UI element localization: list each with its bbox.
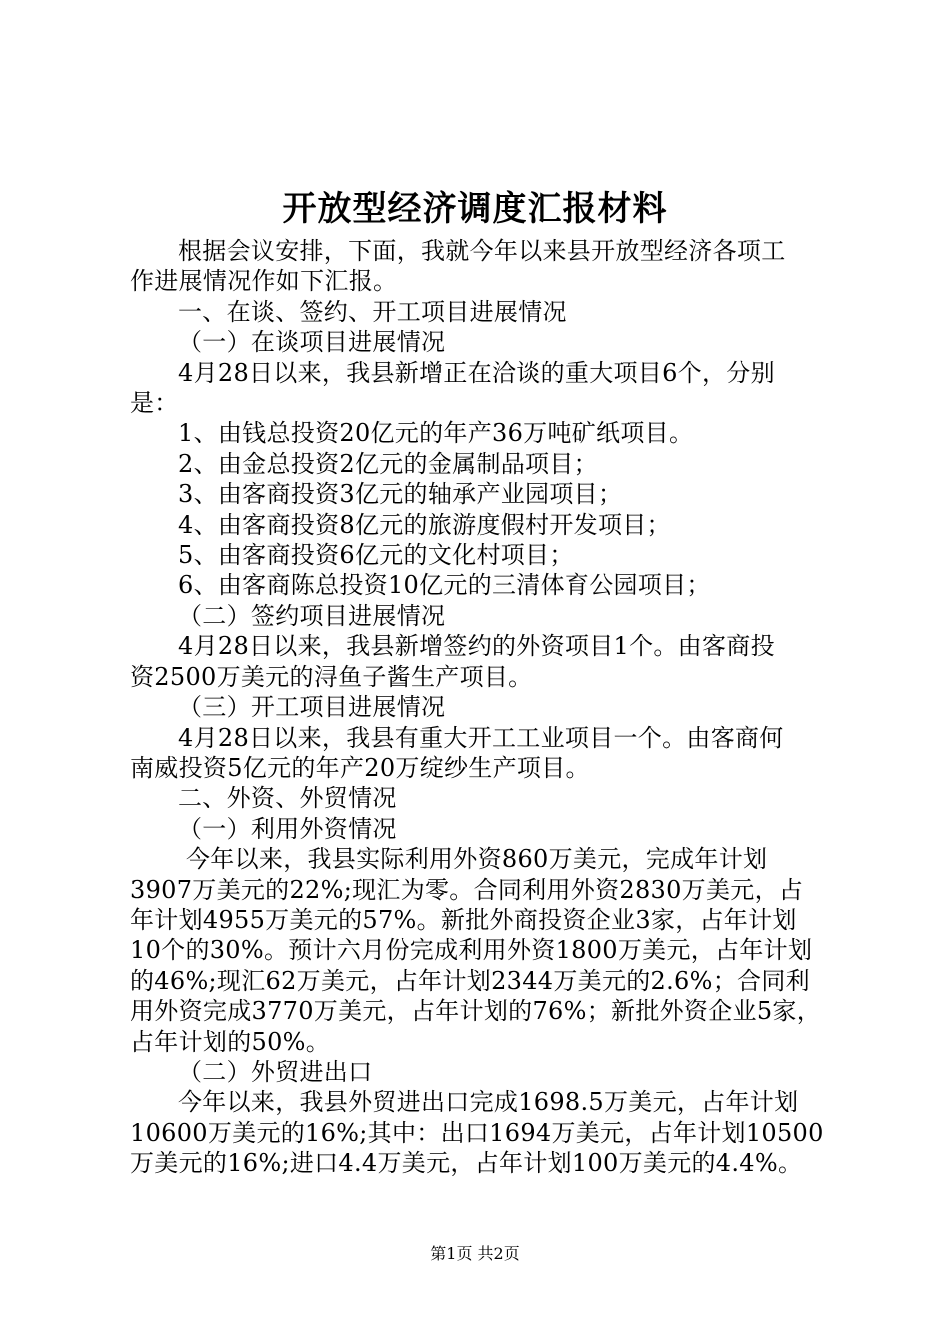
- body-line: 3、由客商投资3亿元的轴承产业园项目；: [178, 480, 623, 509]
- body-line: （二）签约项目进展情况: [178, 601, 446, 630]
- body-line: （三）开工项目进展情况: [178, 693, 446, 722]
- body-line: 4月28日以来，我县新增签约的外资项目1个。由客商投: [178, 632, 775, 661]
- body-line: 二、外资、外贸情况: [178, 784, 397, 813]
- body-line: 4月28日以来，我县新增正在洽谈的重大项目6个，分别: [178, 358, 775, 387]
- body-line: 4、由客商投资8亿元的旅游度假村开发项目；: [178, 510, 671, 539]
- body-line: 4月28日以来，我县有重大开工工业项目一个。由客商何: [178, 723, 784, 752]
- page-footer: 第1页 共2页: [430, 1244, 520, 1263]
- body-line: （一）在谈项目进展情况: [178, 328, 446, 357]
- body-line: 用外资完成3770万美元，占年计划的76%；新批外资企业5家，: [130, 997, 821, 1026]
- body-line: 根据会议安排，下面，我就今年以来县开放型经济各项工: [178, 237, 786, 265]
- body-line: 今年以来，我县外贸进出口完成1698.5万美元，占年计划: [178, 1088, 799, 1117]
- body-line: 今年以来，我县实际利用外资860万美元，完成年计划: [186, 845, 768, 874]
- body-line: 作进展情况作如下汇报。: [130, 267, 398, 296]
- body-line: 10个的30%。预计六月份完成利用外资1800万美元，占年计划: [130, 936, 813, 965]
- body-line: 是：: [130, 389, 179, 418]
- body-line: （二）外贸进出口: [178, 1057, 373, 1086]
- body-line: 1、由钱总投资20亿元的年产36万吨矿纸项目。: [178, 419, 694, 448]
- body-line: 5、由客商投资6亿元的文化村项目；: [178, 541, 574, 570]
- body-line: 3907万美元的22%;现汇为零。合同利用外资2830万美元，占: [130, 875, 804, 904]
- body-line: 万美元的16%;进口4.4万美元，占年计划100万美元的4.4%。: [130, 1149, 803, 1178]
- document-title: 开放型经济调度汇报材料: [282, 189, 668, 229]
- document-body: [130, 236, 830, 1179]
- body-line: 占年计划的50%。: [130, 1027, 331, 1056]
- body-line: 10600万美元的16%;其中：出口1694万美元，占年计划10500: [130, 1118, 824, 1147]
- body-line: 年计划4955万美元的57%。新批外商投资企业3家，占年计划: [130, 905, 797, 934]
- body-line: （一）利用外资情况: [178, 814, 397, 843]
- body-line: 资2500万美元的浔鱼子酱生产项目。: [130, 662, 533, 691]
- body-line: 南威投资5亿元的年产20万绽纱生产项目。: [130, 753, 590, 782]
- body-line: 一、在谈、签约、开工项目进展情况: [178, 297, 567, 326]
- body-line: 的46%;现汇62万美元，占年计划2344万美元的2.6%；合同利: [130, 966, 810, 995]
- body-line: 6、由客商陈总投资10亿元的三清体育公园项目；: [178, 571, 711, 600]
- body-line: 2、由金总投资2亿元的金属制品项目；: [178, 449, 598, 478]
